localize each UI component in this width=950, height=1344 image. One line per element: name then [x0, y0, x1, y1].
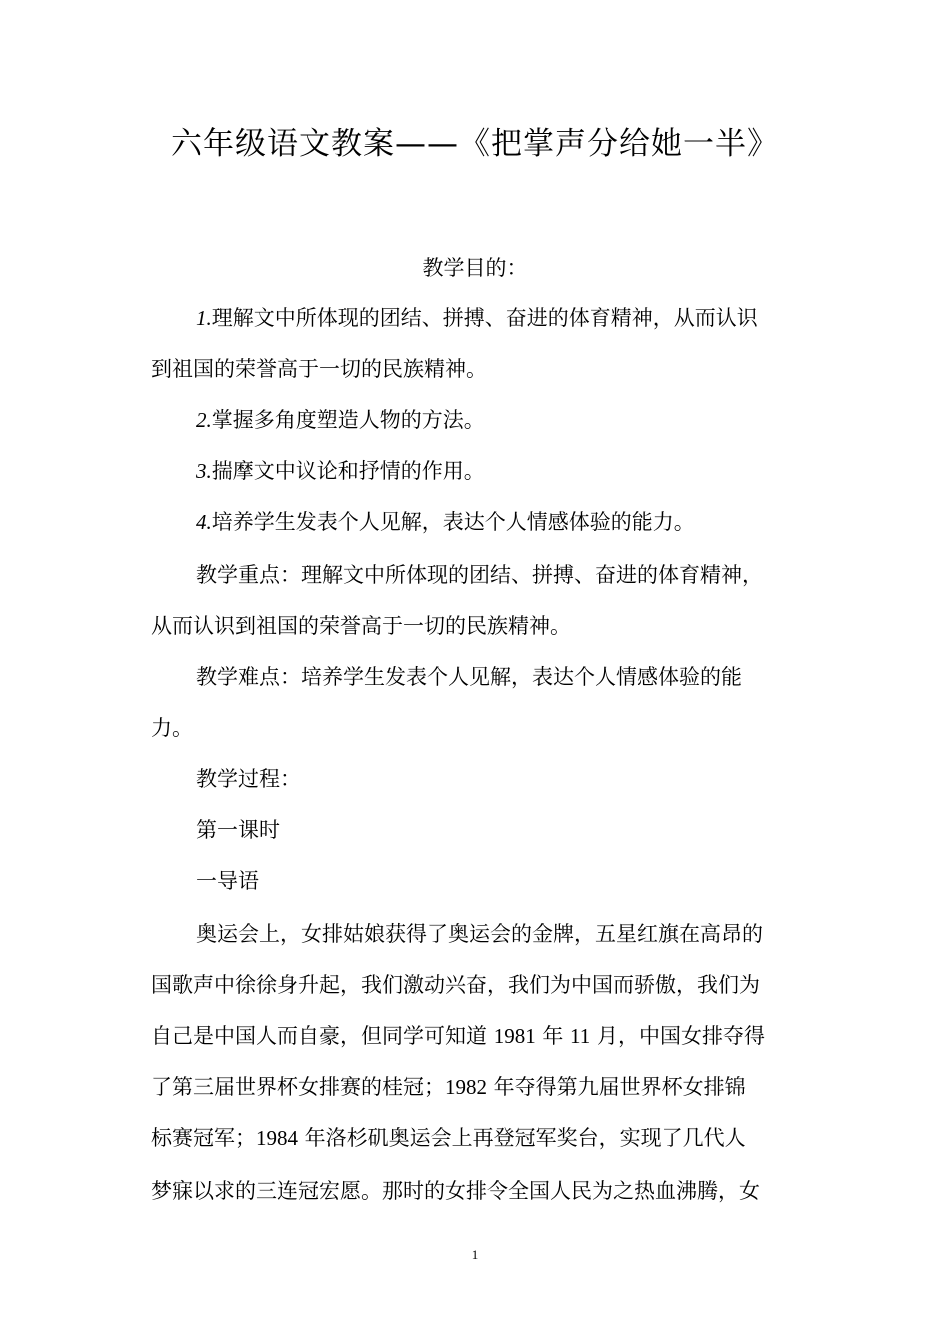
key-point-line-2: 从而认识到祖国的荣誉高于一切的民族精神。	[151, 614, 571, 638]
objective-text: 培养学生发表个人见解，表达个人情感体验的能力。	[211, 510, 695, 534]
text-segment: 年洛杉矶奥运会上再登冠军奖台，实现了几代人	[298, 1126, 746, 1150]
page-number: 1	[471, 1247, 479, 1262]
objective-number: 2.	[196, 408, 212, 432]
text-segment: 了第三届世界杯女排赛的桂冠；	[151, 1075, 445, 1099]
objective-1-line-2: 到祖国的荣誉高于一切的民族精神。	[151, 357, 487, 381]
process-heading: 教学过程：	[196, 767, 301, 791]
key-point-line-1: 教学重点：理解文中所体现的团结、拼搏、奋进的体育精神，	[196, 563, 763, 587]
section-heading: 一导语	[196, 869, 259, 893]
paragraph-line-6: 梦寐以求的三连冠宏愿。那时的女排令全国人民为之热血沸腾，女	[151, 1179, 760, 1203]
document-title: 六年级语文教案——《把掌声分给她一半》	[171, 126, 779, 162]
paragraph-line-3	[151, 1020, 765, 1052]
objectives-heading: 教学目的：	[422, 256, 528, 280]
objective-number: 1.	[196, 306, 212, 330]
month-number: 11	[570, 1024, 591, 1048]
text-segment: 年夺得第九届世界杯女排锦	[487, 1075, 746, 1099]
objective-text: 理解文中所体现的团结、拼搏、奋进的体育精神，从而认识	[211, 306, 758, 330]
text-segment: 标赛冠军；	[151, 1126, 256, 1150]
objective-1-line-1	[196, 302, 758, 334]
difficulty-line-2: 力。	[151, 716, 193, 740]
text-segment: 月，中国女排夺得	[590, 1024, 765, 1048]
text-segment: 年	[535, 1024, 571, 1048]
paragraph-line-1: 奥运会上，女排姑娘获得了奥运会的金牌，五星红旗在高昂的	[196, 922, 763, 946]
objective-text: 揣摩文中议论和抒情的作用。	[211, 459, 485, 483]
paragraph-line-2: 国歌声中徐徐身升起，我们激动兴奋，我们为中国而骄傲，我们为	[151, 973, 760, 997]
objective-number: 4.	[196, 510, 212, 534]
objective-number: 3.	[196, 459, 212, 483]
year-number: 1984	[256, 1126, 298, 1150]
year-number: 1981	[493, 1024, 536, 1048]
lesson-heading: 第一课时	[196, 818, 280, 842]
text-segment: 自己是中国人而自豪，但同学可知道	[151, 1024, 494, 1048]
objective-3	[196, 455, 485, 487]
paragraph-line-5	[151, 1122, 746, 1154]
objective-4	[196, 506, 695, 538]
difficulty-line-1: 教学难点：培养学生发表个人见解，表达个人情感体验的能	[196, 665, 742, 689]
objective-2	[196, 404, 485, 436]
objective-text: 掌握多角度塑造人物的方法。	[211, 408, 485, 432]
paragraph-line-4	[151, 1071, 746, 1103]
year-number: 1982	[445, 1075, 487, 1099]
